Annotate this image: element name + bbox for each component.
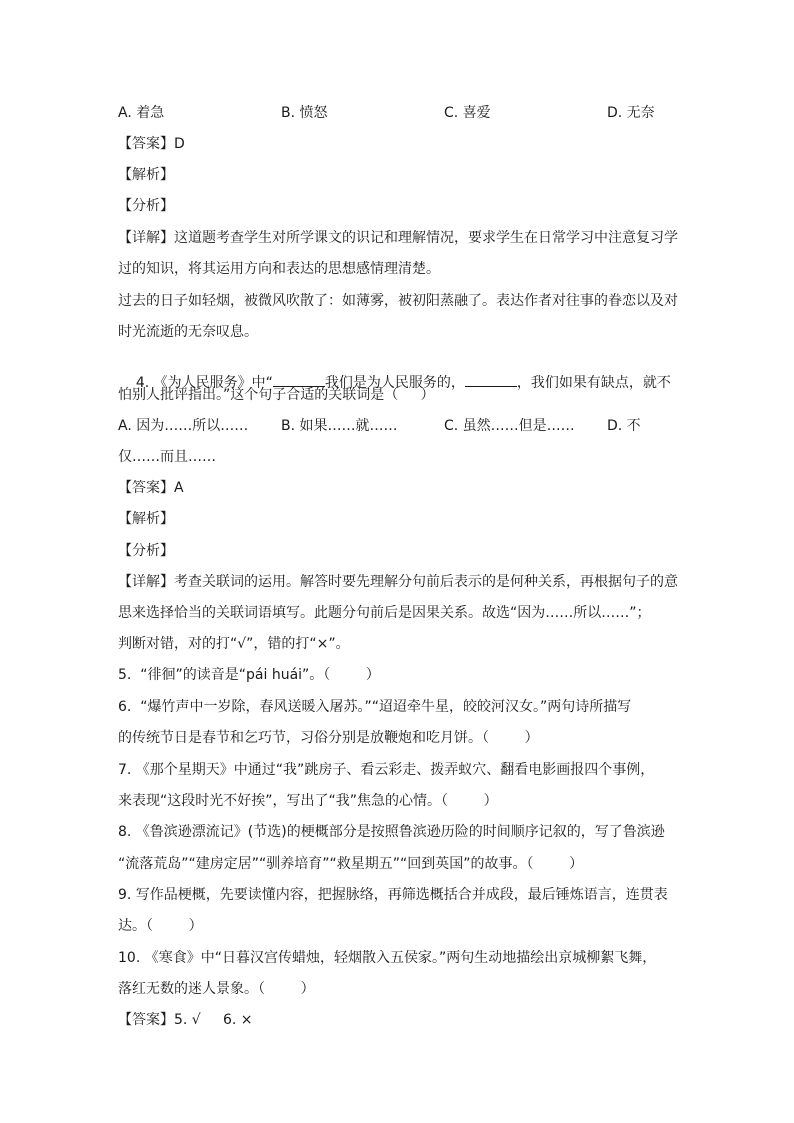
q10-question-line-2: 落红无数的迷人景象。（ ） — [118, 981, 315, 997]
q9-question-line-1: 9. 写作品梗概，先要读懂内容，把握脉络，再筛选概括合并成段，最后锤炼语言，连贯表 — [118, 887, 668, 903]
true-false-instruction: 判断对错，对的打“√”，错的打“×”。 — [118, 636, 350, 652]
q3-answer: 【答案】D — [118, 136, 185, 152]
q4-jiexi-heading: 【解析】 — [118, 511, 174, 527]
q3-option-c: C. 喜爱 — [444, 105, 491, 121]
q6-question-line-1: 6. “爆竹声中一岁除，春风送暖入屠苏。”“迢迢牵牛星，皎皎河汉女。”两句诗所描写 — [118, 699, 632, 715]
q5-question: 5. “徘徊”的读音是“pái huái”。（ ） — [118, 667, 380, 683]
q9-question-line-2: 达。（ ） — [118, 918, 203, 934]
q3-fenxi-heading: 【分析】 — [118, 198, 174, 214]
q4-text-c: ，我们如果有缺点，就不 — [516, 375, 671, 391]
q8-question-line-1: 8. 《鲁滨逊漂流记》(节选)的梗概部分是按照鲁滨逊历险的时间顺序记叙的，写了鲁滨逊 — [118, 824, 665, 840]
true-false-answer: 【答案】5. √ 6. × — [118, 1012, 253, 1028]
q3-jiexi-heading: 【解析】 — [118, 167, 174, 183]
q10-question-line-1: 10. 《寒食》中“日暮汉宫传蜡烛，轻烟散入五侯家。”两句生动地描绘出京城柳絮飞舞， — [118, 950, 657, 966]
q4-option-d-continued: 仅……而且…… — [118, 449, 216, 465]
q4-fenxi-heading: 【分析】 — [118, 543, 174, 559]
q4-blank-2 — [465, 372, 517, 387]
q3-detail-line-2: 过的知识，将其运用方向和表达的思想感情理清楚。 — [118, 261, 440, 277]
q6-question-line-2: 的传统节日是春节和乞巧节，习俗分别是放鞭炮和吃月饼。（ ） — [118, 730, 539, 746]
q7-question-line-1: 7. 《那个星期天》中通过“我”跳房子、看云彩走、拨弄蚁穴、翻看电影画报四个事例， — [118, 762, 655, 778]
q4-detail-line-1: 【详解】考查关联词的运用。解答时要先理解分句前后表示的是何种关系，再根据句子的意 — [118, 574, 678, 590]
q3-detail-line-1: 【详解】这道题考查学生对所学课文的识记和理解情况，要求学生在日常学习中注意复习学 — [118, 230, 678, 246]
q8-question-line-2: “流落荒岛”“建房定居”“驯养培育”“救星期五”“回到英国”的故事。（ ） — [118, 856, 584, 872]
q4-option-b: B. 如果……就…… — [281, 418, 398, 434]
q3-option-a: A. 着急 — [118, 105, 165, 121]
q4-answer: 【答案】A — [118, 480, 184, 496]
q3-option-d: D. 无奈 — [607, 105, 655, 121]
q4-option-a: A. 因为……所以…… — [118, 418, 249, 434]
q4-option-c: C. 虽然……但是…… — [444, 418, 575, 434]
q4-question-line-2: 怕别人批评指出。”这个句子合适的关联词是（ ） — [118, 387, 435, 403]
q7-question-line-2: 来表现“这段时光不好挨”，写出了“我”焦急的心情。（ ） — [118, 793, 498, 809]
q4-option-d: D. 不 — [607, 418, 641, 434]
q4-text-a: 4. 《为人民服务》中“ — [135, 375, 273, 391]
q3-option-b: B. 愤怒 — [281, 105, 328, 121]
q4-detail-line-2: 思来选择恰当的关联词语填写。此题分句前后是因果关系。故选“因为……所以……”； — [118, 605, 651, 621]
q3-detail-line-3: 过去的日子如轻烟，被微风吹散了：如薄雾，被初阳蒸融了。表达作者对往事的眷恋以及对 — [118, 293, 678, 309]
q3-detail-line-4: 时光流逝的无奈叹息。 — [118, 324, 258, 340]
q4-blank-1 — [273, 372, 325, 387]
q4-text-b: 我们是为人民服务的， — [324, 375, 465, 391]
